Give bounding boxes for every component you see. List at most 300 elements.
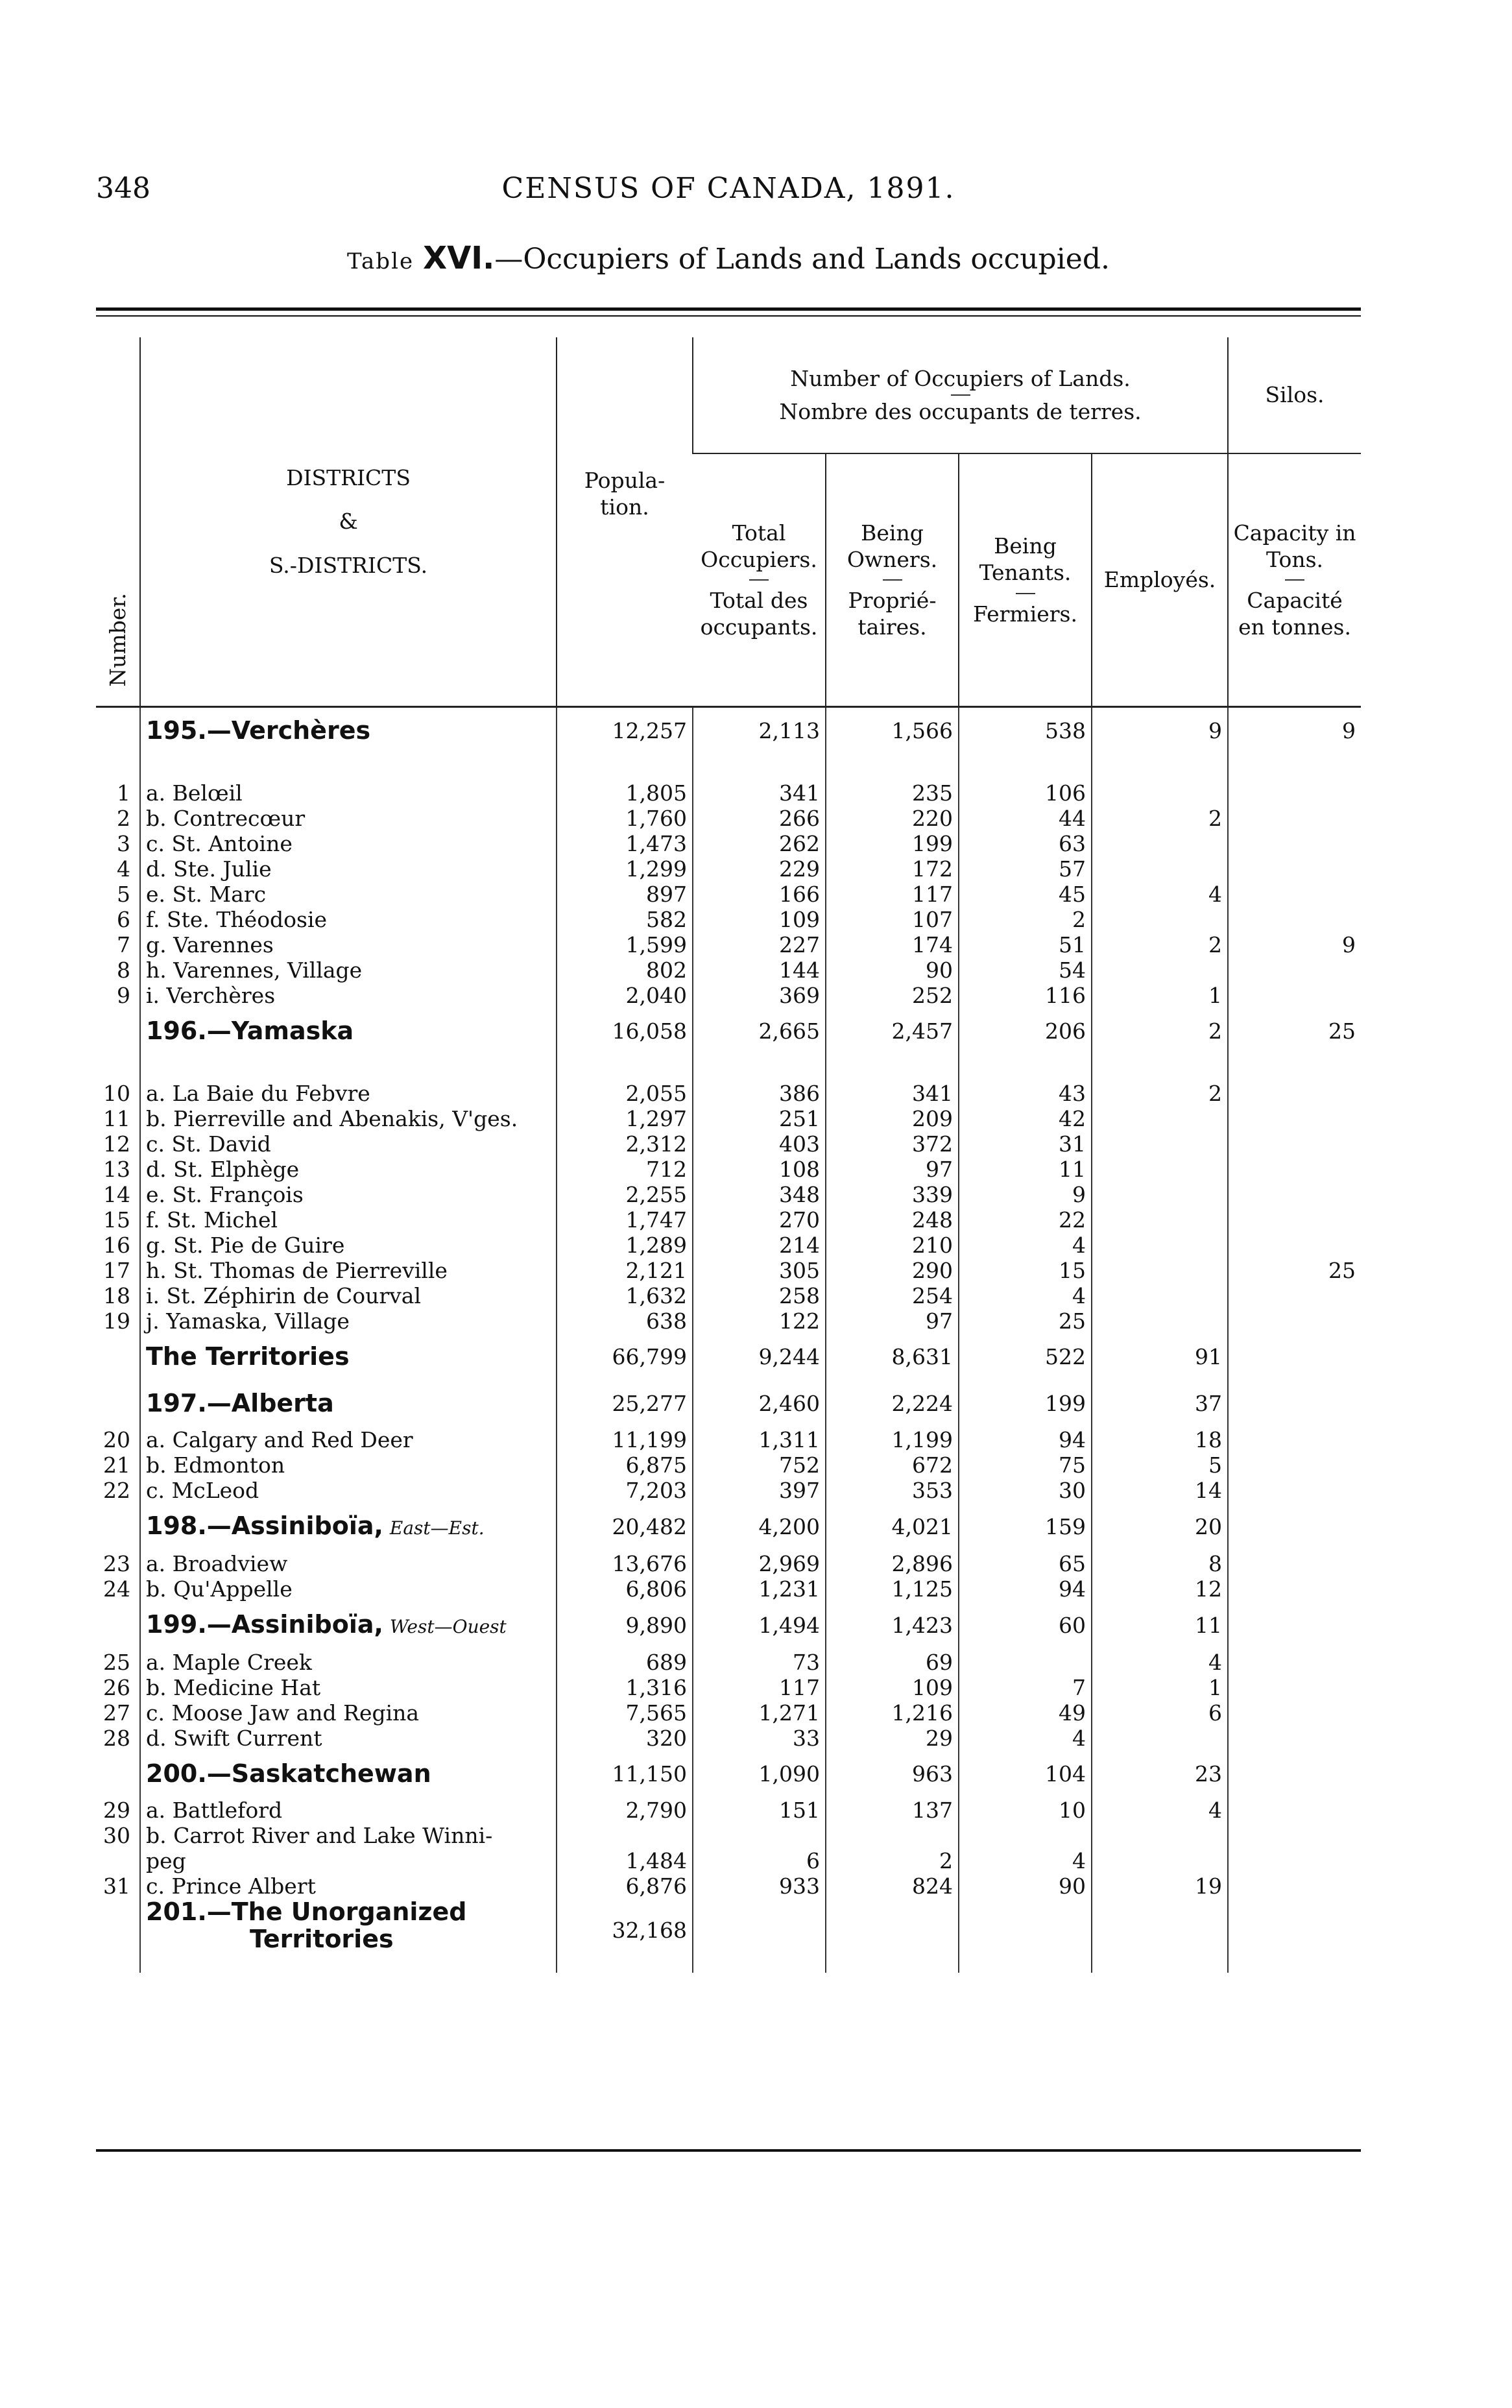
- employes-cell: [1092, 780, 1228, 806]
- silos-cell: [1228, 957, 1361, 983]
- subdistrict-name: b. Qu'Appelle: [146, 1576, 293, 1602]
- total-cell: 251: [693, 1106, 826, 1131]
- row-number: [96, 1380, 140, 1427]
- col-total: Total Occupiers. Total des occupants.: [693, 453, 826, 707]
- tenants-cell: 4: [959, 1848, 1092, 1873]
- subdistrict-row: [96, 1848, 1361, 1873]
- tenants-cell: 94: [959, 1576, 1092, 1602]
- spacer-cell: [140, 1055, 557, 1081]
- subdistrict-row: [96, 831, 1361, 856]
- subdistrict-name: g. St. Pie de Guire: [146, 1233, 345, 1258]
- spacer-cell: [693, 754, 826, 780]
- row-number: 16: [103, 1233, 130, 1258]
- silos-cell: [1228, 882, 1361, 907]
- spacer-cell: [959, 1055, 1092, 1081]
- owners-cell: [826, 1823, 959, 1848]
- row-number: 15: [103, 1207, 130, 1233]
- district-name: 199.—Assiniboïa,: [146, 1610, 383, 1639]
- tenants-cell: 75: [959, 1452, 1092, 1478]
- tenants-cell: 10: [959, 1798, 1092, 1823]
- col-occupiers-group: Number of Occupiers of Lands. Nombre des occupants de terres.: [693, 337, 1228, 453]
- tenants-cell: 522: [959, 1334, 1092, 1380]
- row-number: 4: [117, 856, 130, 882]
- tenants-cell: 25: [959, 1308, 1092, 1334]
- subdistrict-row: [96, 1258, 1361, 1283]
- population-cell: 2,790: [557, 1798, 693, 1823]
- tenants-cell: [959, 1823, 1092, 1848]
- silos-cell: [1228, 907, 1361, 932]
- row-number: 6: [117, 907, 130, 932]
- tenants-cell: 11: [959, 1157, 1092, 1182]
- total-cell: 1,231: [693, 1576, 826, 1602]
- employes-cell: [1092, 1899, 1228, 1953]
- tenants-cell: 44: [959, 806, 1092, 831]
- population-cell: 25,277: [557, 1380, 693, 1427]
- subdistrict-name: f. Ste. Théodosie: [146, 907, 328, 932]
- tenants-cell: 199: [959, 1380, 1092, 1427]
- spacer-cell: [140, 754, 557, 780]
- tenants-cell: 45: [959, 882, 1092, 907]
- employes-cell: [1092, 1233, 1228, 1258]
- census-table: [96, 337, 1361, 1973]
- owners-cell: 8,631: [826, 1334, 959, 1380]
- population-cell: 32,168: [557, 1899, 693, 1953]
- population-cell: 320: [557, 1726, 693, 1751]
- subdistrict-name: i. Verchères: [146, 983, 276, 1008]
- subdistrict-row: [96, 1478, 1361, 1503]
- row-number: 23: [103, 1551, 130, 1576]
- tenants-cell: 57: [959, 856, 1092, 882]
- subdistrict-row: [96, 1823, 1361, 1848]
- district-name-cell: [140, 1602, 557, 1650]
- row-number: 17: [103, 1258, 130, 1283]
- subdistrict-name: a. Belœil: [146, 780, 243, 806]
- subdistrict-name: e. St. Marc: [146, 882, 267, 907]
- owners-cell: 109: [826, 1675, 959, 1700]
- tenants-cell: 116: [959, 983, 1092, 1008]
- row-number: [96, 1602, 140, 1650]
- employes-cell: 11: [1092, 1602, 1228, 1650]
- district-row: [96, 1602, 1361, 1650]
- total-cell: 262: [693, 831, 826, 856]
- spacer-row: [96, 1055, 1361, 1081]
- subdistrict-name: b. Pierreville and Abenakis, V'ges.: [146, 1106, 518, 1131]
- silos-cell: [1228, 1751, 1361, 1798]
- employes-cell: 1: [1092, 983, 1228, 1008]
- tenants-cell: 15: [959, 1258, 1092, 1283]
- employes-cell: 18: [1092, 1427, 1228, 1452]
- owners-cell: 210: [826, 1233, 959, 1258]
- owners-cell: 372: [826, 1131, 959, 1157]
- silos-cell: [1228, 1650, 1361, 1675]
- spacer-cell: [557, 1953, 693, 1973]
- silos-cell: [1228, 1427, 1361, 1452]
- district-suffix: East—Est.: [389, 1517, 485, 1539]
- employes-cell: [1092, 907, 1228, 932]
- district-name-cell: [140, 831, 557, 856]
- population-cell: 1,299: [557, 856, 693, 882]
- total-cell: [693, 1823, 826, 1848]
- total-cell: 73: [693, 1650, 826, 1675]
- total-cell: 270: [693, 1207, 826, 1233]
- row-number: 1: [117, 780, 130, 806]
- col-population: Popula-tion.: [557, 337, 693, 707]
- subdistrict-name: e. St. François: [146, 1182, 304, 1207]
- district-suffix: West—Ouest: [389, 1616, 507, 1637]
- population-cell: 12,257: [557, 707, 693, 755]
- district-name: 197.—Alberta: [146, 1389, 334, 1417]
- subdistrict-name: b. Contrecœur: [146, 806, 306, 831]
- owners-cell: 2,224: [826, 1380, 959, 1427]
- owners-cell: 117: [826, 882, 959, 907]
- total-cell: 1,090: [693, 1751, 826, 1798]
- subdistrict-name: h. Varennes, Village: [146, 957, 363, 983]
- subdistrict-row: [96, 1106, 1361, 1131]
- top-rule-thick: [96, 307, 1361, 311]
- district-name-cell: [140, 1233, 557, 1258]
- district-name-cell: [140, 1334, 557, 1380]
- row-number: [96, 1899, 140, 1953]
- district-name-cell: [140, 707, 557, 755]
- row-number: 10: [103, 1081, 130, 1106]
- subdistrict-row: [96, 1427, 1361, 1452]
- row-number: [96, 1503, 140, 1551]
- owners-cell: 2,457: [826, 1008, 959, 1055]
- silos-cell: [1228, 1823, 1361, 1848]
- subdistrict-row: [96, 1207, 1361, 1233]
- subdistrict-name: a. Battleford: [146, 1798, 283, 1823]
- employes-cell: [1092, 1726, 1228, 1751]
- table-title: [96, 240, 1361, 276]
- total-cell: 2,460: [693, 1380, 826, 1427]
- subdistrict-row: [96, 1650, 1361, 1675]
- subdistrict-row: [96, 932, 1361, 957]
- total-cell: 6: [693, 1848, 826, 1873]
- subdistrict-row: [96, 1157, 1361, 1182]
- page-header: [96, 172, 1361, 211]
- employes-cell: 37: [1092, 1380, 1228, 1427]
- population-cell: 2,312: [557, 1131, 693, 1157]
- population-cell: 11,199: [557, 1427, 693, 1452]
- row-number: 25: [103, 1650, 130, 1675]
- population-cell: 897: [557, 882, 693, 907]
- spacer-cell: [1228, 1953, 1361, 1973]
- owners-cell: 235: [826, 780, 959, 806]
- subdistrict-name: d. Swift Current: [146, 1726, 322, 1751]
- district-name-cell: [140, 1551, 557, 1576]
- subdistrict-row: [96, 1551, 1361, 1576]
- owners-cell: 1,566: [826, 707, 959, 755]
- subdistrict-row: [96, 1873, 1361, 1899]
- district-name-cell: [140, 856, 557, 882]
- population-cell: 712: [557, 1157, 693, 1182]
- population-cell: 689: [557, 1650, 693, 1675]
- silos-cell: [1228, 1602, 1361, 1650]
- employes-cell: 91: [1092, 1334, 1228, 1380]
- total-cell: 1,271: [693, 1700, 826, 1726]
- population-cell: 20,482: [557, 1503, 693, 1551]
- district-row: [96, 707, 1361, 755]
- row-number: 18: [103, 1283, 130, 1308]
- total-cell: 258: [693, 1283, 826, 1308]
- col-number: Number.: [96, 337, 140, 707]
- row-number: 22: [103, 1478, 130, 1503]
- district-name-cell: [140, 1899, 557, 1953]
- silos-cell: [1228, 1233, 1361, 1258]
- row-number: [96, 707, 140, 755]
- silos-cell: 25: [1228, 1258, 1361, 1283]
- owners-cell: 69: [826, 1650, 959, 1675]
- silos-cell: [1228, 1899, 1361, 1953]
- district-name: 198.—Assiniboïa,: [146, 1511, 383, 1540]
- spacer-cell: [96, 1953, 140, 1973]
- employes-cell: 6: [1092, 1700, 1228, 1726]
- tenants-cell: 51: [959, 932, 1092, 957]
- col-districts: DISTRICTS & S.-DISTRICTS.: [140, 337, 557, 707]
- tenants-cell: 49: [959, 1700, 1092, 1726]
- tenants-cell: 90: [959, 1873, 1092, 1899]
- population-cell: 11,150: [557, 1751, 693, 1798]
- district-name-cell: [140, 1182, 557, 1207]
- tenants-cell: 159: [959, 1503, 1092, 1551]
- population-cell: 6,876: [557, 1873, 693, 1899]
- silos-cell: [1228, 1182, 1361, 1207]
- spacer-cell: [959, 1953, 1092, 1973]
- silos-cell: [1228, 1675, 1361, 1700]
- district-name-cell: [140, 882, 557, 907]
- owners-cell: 107: [826, 907, 959, 932]
- tenants-cell: 65: [959, 1551, 1092, 1576]
- owners-cell: 824: [826, 1873, 959, 1899]
- total-cell: 305: [693, 1258, 826, 1283]
- table-body: [96, 707, 1361, 1973]
- population-cell: 9,890: [557, 1602, 693, 1650]
- silos-cell: [1228, 856, 1361, 882]
- district-name-cell: [140, 983, 557, 1008]
- owners-cell: 963: [826, 1751, 959, 1798]
- owners-cell: 137: [826, 1798, 959, 1823]
- subdistrict-name: a. Calgary and Red Deer: [146, 1427, 413, 1452]
- subdistrict-row: [96, 1233, 1361, 1258]
- total-cell: 33: [693, 1726, 826, 1751]
- subdistrict-name: a. Broadview: [146, 1551, 288, 1576]
- bottom-rule-thick: [96, 2149, 1361, 2152]
- owners-cell: 672: [826, 1452, 959, 1478]
- row-number: [96, 1334, 140, 1380]
- silos-cell: [1228, 1700, 1361, 1726]
- spacer-cell: [826, 754, 959, 780]
- owners-cell: 97: [826, 1157, 959, 1182]
- subdistrict-row: [96, 983, 1361, 1008]
- owners-cell: 90: [826, 957, 959, 983]
- owners-cell: 254: [826, 1283, 959, 1308]
- tenants-cell: 94: [959, 1427, 1092, 1452]
- subdistrict-name: i. St. Zéphirin de Courval: [146, 1283, 422, 1308]
- population-cell: 802: [557, 957, 693, 983]
- total-cell: 166: [693, 882, 826, 907]
- spacer-cell: [1228, 1055, 1361, 1081]
- district-name-cell: [140, 1751, 557, 1798]
- tenants-cell: 60: [959, 1602, 1092, 1650]
- subdistrict-name: b. Medicine Hat: [146, 1675, 321, 1700]
- spacer-cell: [1092, 754, 1228, 780]
- district-name-line2: Territories: [250, 1925, 394, 1953]
- silos-cell: [1228, 1207, 1361, 1233]
- subdistrict-name: b. Carrot River and Lake Winni-: [146, 1823, 493, 1848]
- district-name: 200.—Saskatchewan: [146, 1759, 431, 1788]
- district-name-cell: [140, 907, 557, 932]
- population-cell: 2,055: [557, 1081, 693, 1106]
- employes-cell: [1092, 1207, 1228, 1233]
- spacer-cell: [826, 1055, 959, 1081]
- district-name: 201.—The Unorganized: [146, 1899, 467, 1926]
- total-cell: [693, 1899, 826, 1953]
- row-number: 8: [117, 957, 130, 983]
- subdistrict-row: [96, 856, 1361, 882]
- district-name-cell: [140, 957, 557, 983]
- owners-cell: 290: [826, 1258, 959, 1283]
- district-name-cell: [140, 1478, 557, 1503]
- tenants-cell: 4: [959, 1283, 1092, 1308]
- silos-cell: [1228, 1873, 1361, 1899]
- owners-cell: 252: [826, 983, 959, 1008]
- district-name-cell: [140, 780, 557, 806]
- population-cell: 1,484: [557, 1848, 693, 1873]
- total-cell: 227: [693, 932, 826, 957]
- silos-cell: [1228, 1308, 1361, 1334]
- district-name-cell: [140, 1700, 557, 1726]
- running-title: CENSUS OF CANADA, 1891.: [501, 172, 955, 205]
- district-name: 196.—Yamaska: [146, 1017, 354, 1045]
- employes-cell: [1092, 1848, 1228, 1873]
- silos-cell: [1228, 1726, 1361, 1751]
- owners-cell: 1,423: [826, 1602, 959, 1650]
- subdistrict-row: [96, 1308, 1361, 1334]
- population-cell: 13,676: [557, 1551, 693, 1576]
- row-number: 24: [103, 1576, 130, 1602]
- employes-cell: [1092, 1258, 1228, 1283]
- silos-cell: 9: [1228, 932, 1361, 957]
- row-number: 3: [117, 831, 130, 856]
- subdistrict-name: b. Edmonton: [146, 1452, 285, 1478]
- total-cell: 2,969: [693, 1551, 826, 1576]
- district-name-cell: [140, 1207, 557, 1233]
- tenants-cell: 30: [959, 1478, 1092, 1503]
- spacer-row: [96, 1953, 1361, 1973]
- subdistrict-row: [96, 957, 1361, 983]
- total-cell: 109: [693, 907, 826, 932]
- subdistrict-row: [96, 1452, 1361, 1478]
- district-name-cell: [140, 932, 557, 957]
- total-cell: 933: [693, 1873, 826, 1899]
- subdistrict-name: d. St. Elphège: [146, 1157, 300, 1182]
- district-name-cell: [140, 1823, 557, 1848]
- district-name-cell: [140, 1452, 557, 1478]
- silos-cell: [1228, 1334, 1361, 1380]
- spacer-cell: [557, 1055, 693, 1081]
- population-cell: 1,747: [557, 1207, 693, 1233]
- employes-cell: 2: [1092, 932, 1228, 957]
- row-number: 28: [103, 1726, 130, 1751]
- silos-cell: [1228, 806, 1361, 831]
- district-name-cell: [140, 1131, 557, 1157]
- employes-cell: 9: [1092, 707, 1228, 755]
- silos-cell: [1228, 1081, 1361, 1106]
- employes-cell: [1092, 1182, 1228, 1207]
- population-cell: [557, 1823, 693, 1848]
- silos-cell: [1228, 1503, 1361, 1551]
- total-cell: 348: [693, 1182, 826, 1207]
- district-name: 195.—Verchères: [146, 716, 371, 745]
- district-name-cell: [140, 1008, 557, 1055]
- subdistrict-name: peg: [146, 1848, 186, 1873]
- silos-cell: [1228, 983, 1361, 1008]
- tenants-cell: 206: [959, 1008, 1092, 1055]
- total-cell: 2,665: [693, 1008, 826, 1055]
- population-cell: 16,058: [557, 1008, 693, 1055]
- employes-cell: [1092, 1308, 1228, 1334]
- row-number: 20: [103, 1427, 130, 1452]
- col-owners: Being Owners. Proprié-taires.: [826, 453, 959, 707]
- employes-cell: [1092, 1283, 1228, 1308]
- col-tenants: Being Tenants. Fermiers.: [959, 453, 1092, 707]
- employes-cell: [1092, 856, 1228, 882]
- employes-cell: 19: [1092, 1873, 1228, 1899]
- tenants-cell: 9: [959, 1182, 1092, 1207]
- row-number: 31: [103, 1873, 130, 1899]
- population-cell: 6,806: [557, 1576, 693, 1602]
- population-cell: 1,297: [557, 1106, 693, 1131]
- district-name-cell: [140, 1106, 557, 1131]
- subdistrict-row: [96, 806, 1361, 831]
- row-number: [96, 1008, 140, 1055]
- employes-cell: [1092, 1106, 1228, 1131]
- population-cell: 66,799: [557, 1334, 693, 1380]
- owners-cell: 2,896: [826, 1551, 959, 1576]
- spacer-row: [96, 754, 1361, 780]
- spacer-cell: [557, 754, 693, 780]
- subdistrict-name: c. St. Antoine: [146, 831, 293, 856]
- row-number: 12: [103, 1131, 130, 1157]
- employes-cell: 8: [1092, 1551, 1228, 1576]
- silos-cell: [1228, 1551, 1361, 1576]
- population-cell: 2,255: [557, 1182, 693, 1207]
- population-cell: 638: [557, 1308, 693, 1334]
- owners-cell: 29: [826, 1726, 959, 1751]
- total-cell: 117: [693, 1675, 826, 1700]
- col-silos: Silos.: [1228, 337, 1361, 453]
- employes-cell: 14: [1092, 1478, 1228, 1503]
- spacer-cell: [1092, 1055, 1228, 1081]
- tenants-cell: 42: [959, 1106, 1092, 1131]
- row-number: 30: [103, 1823, 130, 1848]
- subdistrict-name: a. La Baie du Febvre: [146, 1081, 370, 1106]
- tenants-cell: 2: [959, 907, 1092, 932]
- silos-cell: [1228, 1452, 1361, 1478]
- subdistrict-row: [96, 1726, 1361, 1751]
- subdistrict-row: [96, 1675, 1361, 1700]
- district-name-cell: [140, 1157, 557, 1182]
- row-number: [96, 1751, 140, 1798]
- owners-cell: 220: [826, 806, 959, 831]
- tenants-cell: 106: [959, 780, 1092, 806]
- row-number: 13: [103, 1157, 130, 1182]
- employes-cell: 2: [1092, 806, 1228, 831]
- total-cell: 341: [693, 780, 826, 806]
- silos-cell: [1228, 780, 1361, 806]
- silos-cell: 25: [1228, 1008, 1361, 1055]
- top-rule-thin: [96, 315, 1361, 317]
